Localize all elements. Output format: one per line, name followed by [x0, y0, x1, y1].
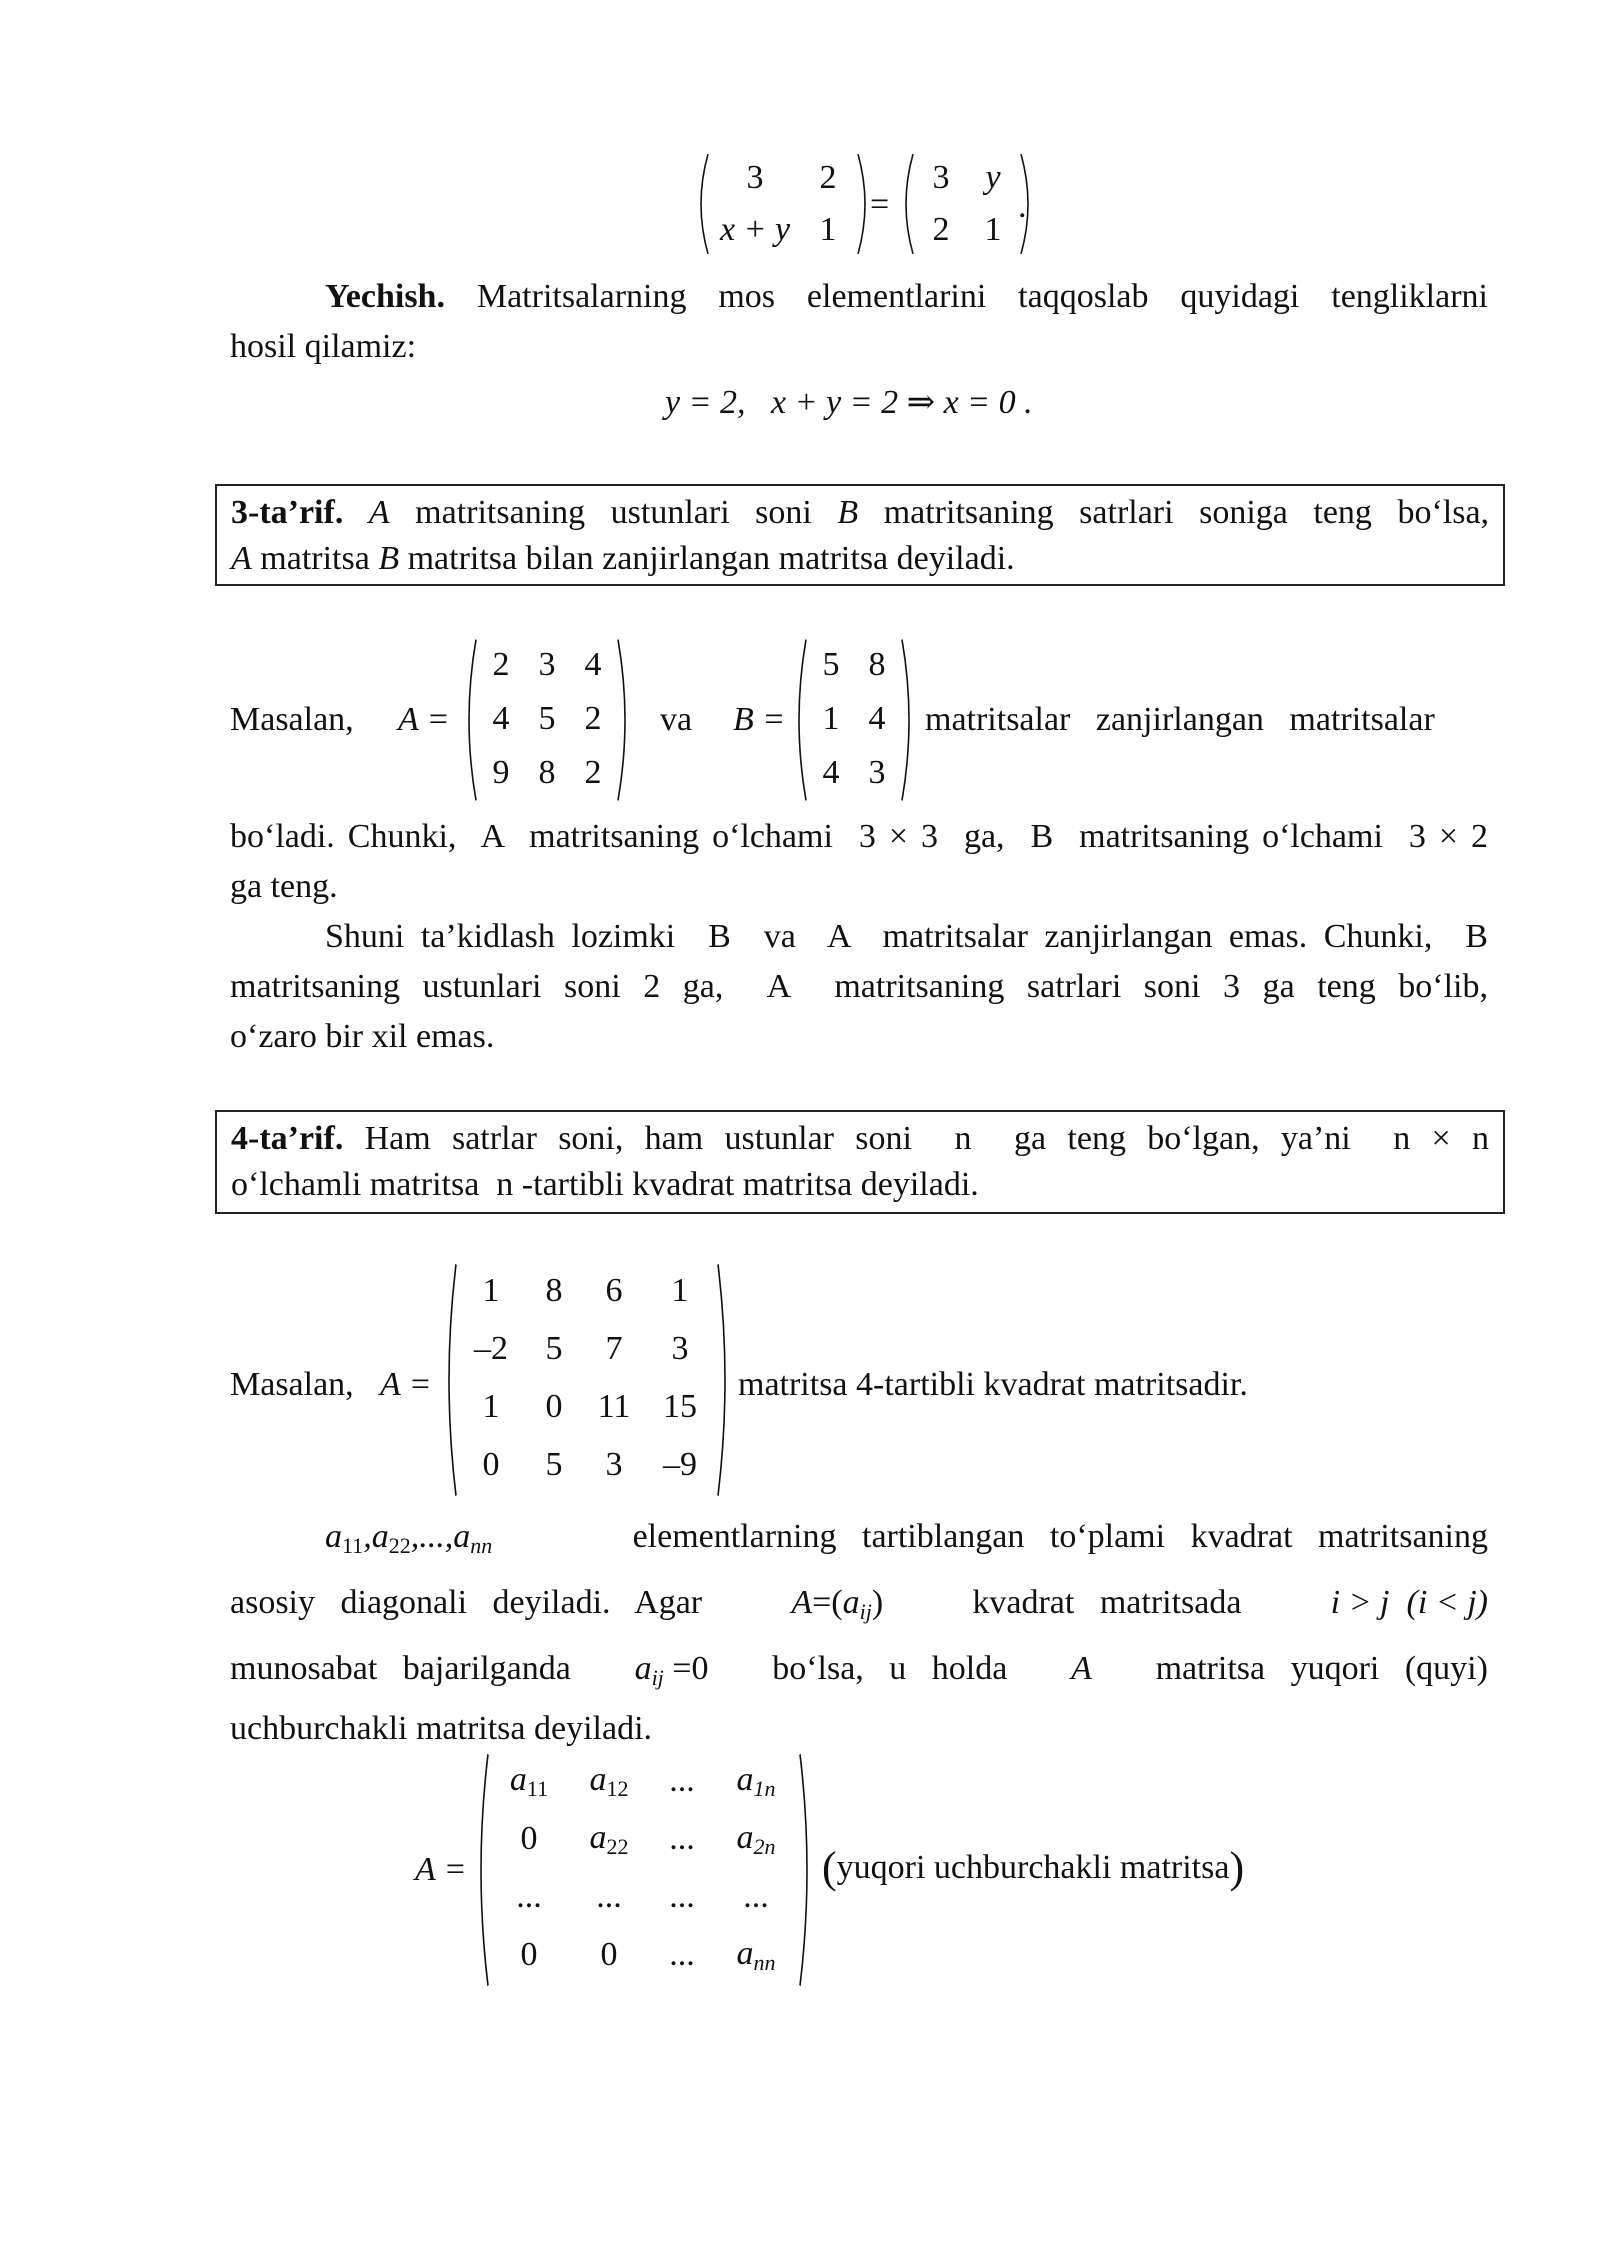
ex3-cell-1-1: a11 [509, 1760, 549, 1801]
ex3-cell-3-2: ... [596, 1878, 622, 1915]
ex3-cell-1-3: ... [669, 1762, 695, 1799]
ex1-tail: matritsalar zanjirlangan matritsalar [925, 701, 1435, 738]
ex1-B-cell-2-1: 1 [822, 700, 840, 737]
ex1-A-cell-3-2: 8 [538, 754, 556, 791]
diag-elements: $a11,a22,...,a_{nn}$ [325, 1518, 493, 1558]
ex3-cell-2-3: ... [669, 1820, 695, 1857]
def4-line2: o‘lchamli matritsa n -tartibli kvadrat matritsa deyiladi. [231, 1166, 979, 1203]
ex1-A-label: A = [398, 701, 450, 738]
def3-line1 [231, 490, 1489, 536]
ex2-A-cell-2-1: –2 [474, 1330, 508, 1367]
ex3-cell-3-1: ... [516, 1878, 542, 1915]
para2-text: munosabat bajarilganda [230, 1650, 571, 1687]
para1-line1: bo‘ladi. Chunki, A matritsaning o‘lchami 3 × 3 ga, B matritsaning o‘lchami 3 × 2 [230, 818, 1488, 855]
para1-line4: matritsaning ustunlari soni 2 ga, A matritsaning satrlari soni 3 ga teng bo‘lib, [230, 968, 1488, 1005]
ex1-B-grid [808, 638, 900, 802]
eq1-period: . [1018, 188, 1027, 225]
left-paren [692, 152, 710, 256]
ex2-masalan: Masalan, [230, 1366, 354, 1403]
ex1-A-cell-3-3: 2 [584, 754, 602, 791]
yechish-formula [665, 378, 1033, 428]
ex1-matrix-B [790, 638, 918, 802]
matrix-aij: $A=(a_{ij})$ [791, 1584, 884, 1624]
left-paren [790, 638, 808, 802]
ex3-cell-3-3: ... [669, 1878, 695, 1915]
ex1-B-cell-3-1: 4 [822, 754, 840, 791]
ex3-cell-4-2: 0 [600, 1936, 618, 1973]
def3-line2 [231, 536, 1489, 582]
ex1-va: va [660, 701, 693, 738]
ex3-cell-1-4: $a_{1n}$ [736, 1760, 776, 1801]
ex1-B-cell-1-2: 8 [868, 646, 886, 683]
ex1-masalan: Masalan, [230, 701, 354, 738]
eq1-m1-cell-2-1: x + y [719, 211, 791, 248]
var-A: A [368, 494, 390, 531]
para1-line2: ga teng. [230, 868, 338, 905]
eq1-matrix-left [692, 152, 874, 256]
ex3-matrix [472, 1752, 816, 1988]
ex2-A-cell-1-1: 1 [482, 1272, 500, 1309]
ex1-A-cell-1-3: 4 [584, 646, 602, 683]
ex2-A-cell-1-4: 1 [671, 1272, 689, 1309]
ex2-A-cell-4-1: 0 [482, 1446, 500, 1483]
close-paren: ) [1229, 1843, 1245, 1892]
ex3-note [822, 1843, 1244, 1893]
eq1-m1-cell-2-2: 1 [819, 211, 837, 248]
ex2-A-cell-4-4: –9 [663, 1446, 697, 1483]
ex1-A-cell-1-2: 3 [538, 646, 556, 683]
definition-4-box [215, 1110, 1505, 1214]
right-paren [616, 638, 634, 802]
aij-zero: $a_{ij} =0$ [634, 1650, 709, 1690]
def3-label: 3-ta’rif. [231, 494, 344, 531]
formula-text: y = 2, x + y = 2 ⇒ x = 0 . [665, 384, 1033, 421]
ex2-A-cell-1-2: 8 [545, 1272, 563, 1309]
def3-text: matritsaning ustunlari soni [415, 494, 812, 531]
yechish-line1 [230, 272, 1488, 322]
ex1-A-cell-3-1: 9 [492, 754, 510, 791]
para1-line5: o‘zaro bir xil emas. [230, 1018, 495, 1055]
eq1-m2-cell-2-2: 1 [984, 211, 1002, 248]
left-paren [472, 1752, 490, 1988]
ex1-A-grid [478, 638, 616, 802]
para2-line1 [230, 1512, 1488, 1571]
ex2-A-grid [458, 1262, 716, 1498]
eq1-m1-cell-1-2: 2 [819, 159, 837, 196]
def4-label: 4-ta’rif. [231, 1120, 344, 1157]
para2-text: asosiy diagonali deyiladi. Agar [230, 1584, 703, 1621]
ex2-A-cell-1-3: 6 [605, 1272, 623, 1309]
ex2-A-cell-3-1: 1 [482, 1388, 500, 1425]
yechish-line2: hosil qilamiz: [230, 328, 417, 365]
right-paren [716, 1262, 734, 1498]
ex2-A-cell-3-2: 0 [545, 1388, 563, 1425]
def3-text: matritsaning satrlari soniga teng bo‘lsa, [883, 494, 1490, 531]
eq1-m2-grid [915, 152, 1019, 256]
ex2-tail: matritsa 4-tartibli kvadrat matritsadir. [738, 1366, 1248, 1403]
ex1-B-cell-1-1: 5 [822, 646, 840, 683]
eq1-equals: = [870, 186, 890, 223]
para2-text: matritsa yuqori (quyi) [1155, 1650, 1488, 1687]
definition-3-box [215, 484, 1505, 586]
para2-text: bo‘lsa, u holda [772, 1650, 1008, 1687]
ex2-A-cell-2-4: 3 [671, 1330, 689, 1367]
ex2-A-cell-4-3: 3 [605, 1446, 623, 1483]
right-paren [900, 638, 918, 802]
ex2-A-label: A = [380, 1366, 432, 1403]
yechish-text1: Matritsalarning mos elementlarini taqqoslab quyidagi tengliklarni [476, 278, 1488, 315]
eq1-matrix-right [897, 152, 1037, 256]
ex1-B-label: B = [733, 701, 786, 738]
eq1-m1-grid [710, 152, 856, 256]
eq1-m2-cell-1-1: 3 [932, 159, 950, 196]
ex1-A-cell-2-3: 2 [584, 700, 602, 737]
open-paren: ( [822, 1843, 837, 1892]
left-paren [460, 638, 478, 802]
left-paren [897, 152, 915, 256]
var-A: A [231, 540, 252, 577]
ex3-cell-2-2: a22 [589, 1818, 629, 1859]
para2-line2 [230, 1578, 1488, 1637]
var-B: B [837, 494, 859, 531]
ex3-cell-2-1: 0 [520, 1820, 538, 1857]
ex3-cell-4-4: $a_{nn}$ [736, 1934, 776, 1975]
ex3-cell-2-4: $a_{2n}$ [736, 1818, 776, 1859]
ex2-A-cell-3-3: 11 [597, 1388, 631, 1425]
note-text: yuqori uchburchakli matritsa [836, 1849, 1230, 1886]
left-paren [440, 1262, 458, 1498]
para1-line3: Shuni ta’kidlash lozimki B va A matritsalar zanjirlangan emas. Chunki, B [325, 918, 1488, 955]
para1-block [230, 812, 1488, 1062]
eq1-m2-cell-2-1: 2 [932, 211, 950, 248]
ex1-B-cell-2-2: 4 [868, 700, 886, 737]
ex3-cell-3-4: ... [743, 1878, 769, 1915]
ex3-cell-1-2: a12 [589, 1760, 629, 1801]
ex3-cell-4-1: 0 [520, 1936, 538, 1973]
ex1-A-cell-2-1: 4 [492, 700, 510, 737]
para2-line4: uchburchakli matritsa deyiladi. [230, 1710, 653, 1747]
ex3-grid [490, 1752, 798, 1988]
def3-text: matritsa [260, 540, 370, 577]
ex1-A-cell-2-2: 5 [538, 700, 556, 737]
ex2-A-cell-3-4: 15 [663, 1388, 697, 1425]
para2-text: kvadrat matritsada [972, 1584, 1242, 1621]
para2-line1-text: elementlarning tartiblangan to‘plami kvadrat matritsaning [632, 1518, 1488, 1555]
eq1-m2-cell-1-2: y [985, 159, 1001, 196]
yechish-label: Yechish. [325, 278, 445, 315]
right-paren [798, 1752, 816, 1988]
ex2-A-cell-2-3: 7 [605, 1330, 623, 1367]
def4-line1 [231, 1116, 1489, 1162]
ex3-A-label: A = [415, 1851, 467, 1888]
var-B: B [378, 540, 400, 577]
ex2-A-cell-4-2: 5 [545, 1446, 563, 1483]
ex3-cell-4-3: ... [669, 1936, 695, 1973]
var-A: A [1071, 1650, 1092, 1687]
eq1-m1-cell-1-1: 3 [746, 159, 764, 196]
ex2-matrix-A [440, 1262, 734, 1498]
condition: i > j (i < j) [1330, 1584, 1488, 1621]
ex1-matrix-A [460, 638, 634, 802]
def4-text: Ham satrlar soni, ham ustunlar soni n ga teng bo‘lgan, ya’ni n × n [364, 1120, 1489, 1157]
def3-text: matritsa bilan zanjirlangan matritsa deyiladi. [407, 540, 1015, 577]
ex1-A-cell-1-1: 2 [492, 646, 510, 683]
ex2-A-cell-2-2: 5 [545, 1330, 563, 1367]
para2-line3 [230, 1644, 1488, 1703]
ex1-B-cell-3-2: 3 [868, 754, 886, 791]
